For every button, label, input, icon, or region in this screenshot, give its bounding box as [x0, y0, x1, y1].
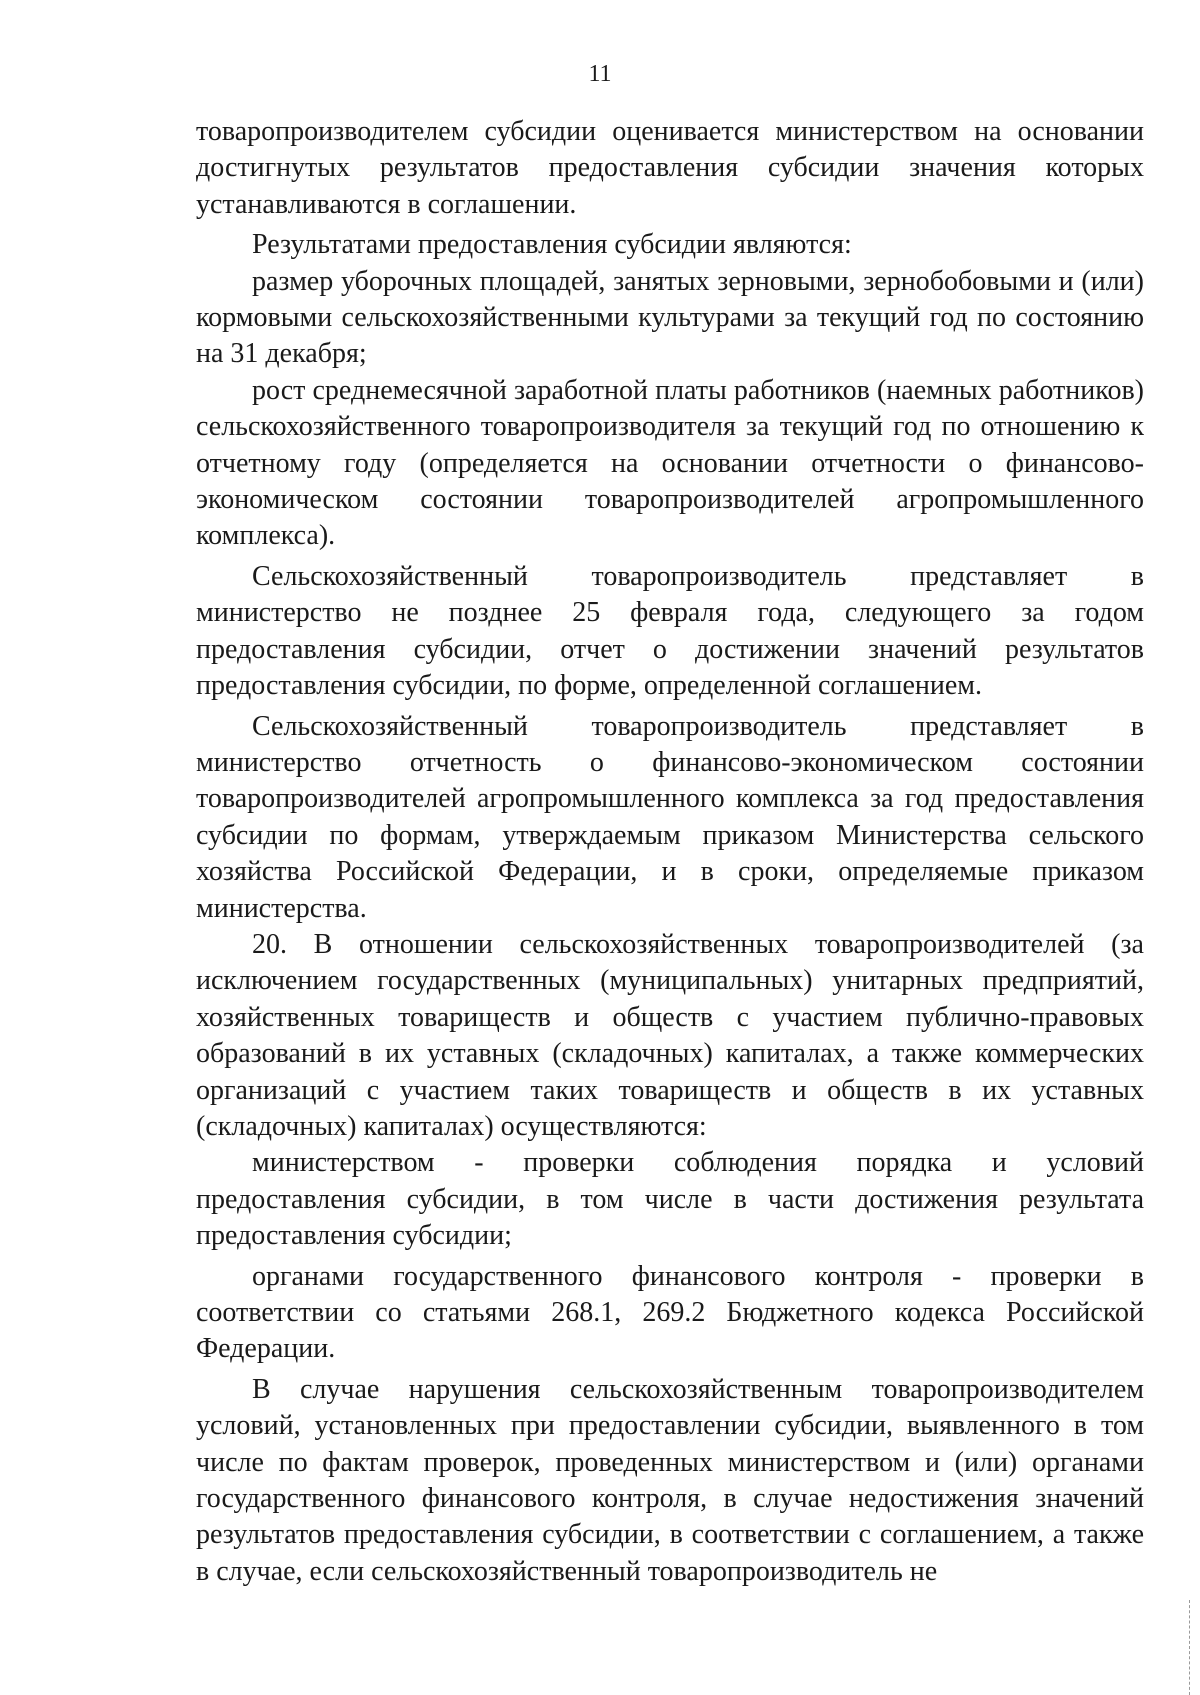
- paragraph-harvest-area: размер уборочных площадей, занятых зерновыми, зернобобовыми и (или) кормовыми сельскохозяйственными культурами за текущий год по состоянию на 31 декабря;: [196, 265, 1144, 370]
- paragraph-wage-growth: рост среднемесячной заработной платы работников (наемных работников) сельскохозяйственного товаропроизводителя за текущий год по отношению к отчетному году (определяется на основании отчетности о финансово-экономическом состоянии товаропроизводителей агропромышленного комплекса).: [196, 374, 1144, 552]
- paragraph-results-intro: Результатами предоставления субсидии являются:: [252, 229, 852, 261]
- scan-edge-mark: [1188, 1600, 1190, 1695]
- page-number: 11: [588, 61, 612, 87]
- paragraph-continuation: товаропроизводителем субсидии оценивается министерством на основании достигнутых результатов предоставления субсидии значения которых устанавливаются в соглашении.: [196, 116, 1144, 220]
- paragraph-violation-case: В случае нарушения сельскохозяйственным товаропроизводителем условий, установленных при предоставлении субсидии, выявленного в том числе по фактам проверок, проведенных министерством и (или) органами государственного финансового контроля, в случае недостижения значений результатов предоставления субсидии, в соответствии с соглашением, а также в случае, если сельскохозяйственный товаропроизводитель не: [196, 1373, 1144, 1587]
- paragraph-report-deadline: Сельскохозяйственный товаропроизводитель представляет в министерство не позднее 25 февраля года, следующего за годом предоставления субсидии, отчет о достижении значений результатов предоставления субсидии, по форме, определенной соглашением.: [196, 560, 1144, 702]
- document-body: [196, 114, 1144, 1590]
- paragraph-section-20: 20. В отношении сельскохозяйственных товаропроизводителей (за исключением государственных (муниципальных) унитарных предприятий, хозяйственных товариществ и обществ с участием публично-правовых образований в их уставных (складочных) капиталах, а также коммерческих организаций с участием таких товариществ и обществ в их уставных (складочных) капиталах) осуществляются:: [196, 928, 1144, 1142]
- paragraph-control-bodies: органами государственного финансового контроля - проверки в соответствии со статьями 268.1, 269.2 Бюджетного кодекса Российской Федерации.: [196, 1260, 1144, 1365]
- paragraph-financial-reporting: Сельскохозяйственный товаропроизводитель представляет в министерство отчетность о финансово-экономическом состоянии товаропроизводителей агропромышленного комплекса за год предоставления субсидии по формам, утверждаемым приказом Министерства сельского хозяйства Российской Федерации, и в сроки, определяемые приказом министерства.: [196, 710, 1144, 924]
- paragraph-ministry-checks: министерством - проверки соблюдения порядка и условий предоставления субсидии, в том числе в части достижения результата предоставления субсидии;: [196, 1147, 1144, 1252]
